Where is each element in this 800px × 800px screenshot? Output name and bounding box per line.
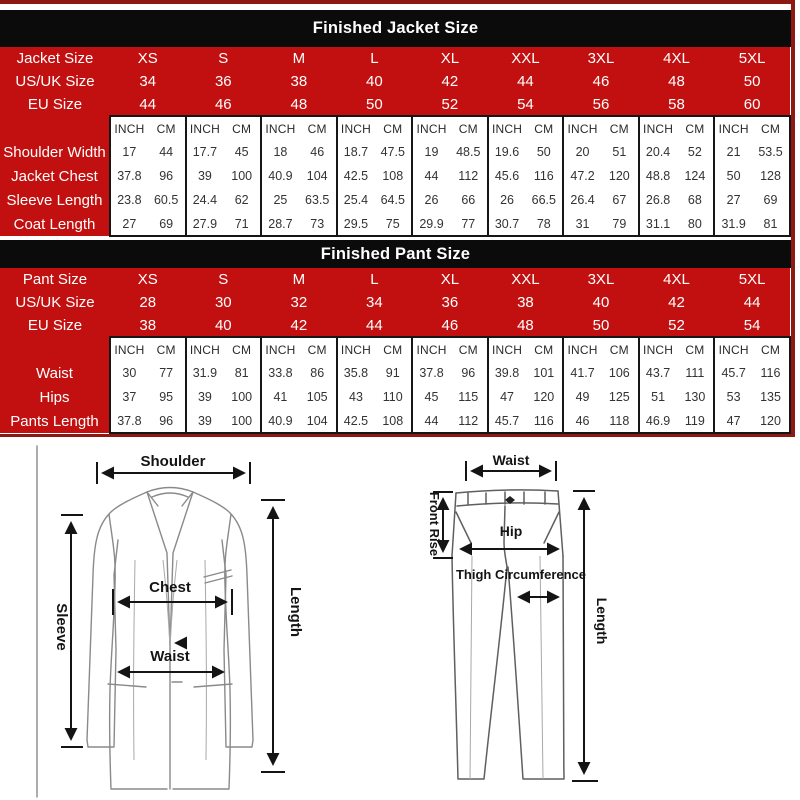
measure-cell: 46.9 <box>639 409 677 433</box>
measure-cell: 48.8 <box>639 164 677 188</box>
size-cell: 44 <box>110 93 186 116</box>
size-cell: 40 <box>186 314 262 337</box>
measure-cell: 43.7 <box>639 361 677 385</box>
size-cell: XL <box>412 268 488 291</box>
measure-cell: 18 <box>261 140 299 164</box>
jacket-sleeve-label: Sleeve <box>53 603 70 651</box>
pants-diagram <box>427 452 610 781</box>
measure-cell: 67 <box>601 188 639 212</box>
size-cell: 38 <box>261 70 337 93</box>
measure-cell: 23.8 <box>110 188 148 212</box>
pants-length-label: Length <box>594 597 610 645</box>
size-row-label: US/UK Size <box>0 70 110 93</box>
size-cell: 52 <box>639 314 715 337</box>
size-cell: 42 <box>412 70 488 93</box>
unit-cell: CM <box>148 116 186 140</box>
size-row <box>0 268 790 291</box>
unit-cell: CM <box>299 116 337 140</box>
measure-cell: 68 <box>676 188 714 212</box>
measure-cell: 17.7 <box>186 140 224 164</box>
size-cell: 50 <box>563 314 639 337</box>
diagrams-svg <box>0 436 800 800</box>
size-cell: 54 <box>488 93 564 116</box>
jacket-diagram <box>37 446 304 797</box>
unit-cell: INCH <box>714 337 752 361</box>
measure-cell: 51 <box>639 385 677 409</box>
measure-cell: 100 <box>223 385 261 409</box>
measure-cell: 60.5 <box>148 188 186 212</box>
unit-cell: CM <box>525 116 563 140</box>
measure-cell: 27 <box>110 212 148 236</box>
unit-cell: INCH <box>186 337 224 361</box>
measure-cell: 27.9 <box>186 212 224 236</box>
measure-cell: 96 <box>148 164 186 188</box>
unit-cell: CM <box>223 337 261 361</box>
jacket-waist-annotation <box>119 643 223 672</box>
measure-cell: 53 <box>714 385 752 409</box>
pants-hip-label: Hip <box>499 523 523 539</box>
size-cell: 30 <box>186 291 262 314</box>
unit-cell: CM <box>450 116 488 140</box>
measure-cell: 118 <box>601 409 639 433</box>
size-cell: 48 <box>488 314 564 337</box>
jacket-size-table <box>0 47 791 237</box>
measure-cell: 112 <box>450 409 488 433</box>
measure-cell: 111 <box>676 361 714 385</box>
size-cell: 3XL <box>563 268 639 291</box>
measure-cell: 79 <box>601 212 639 236</box>
size-cell: 48 <box>639 70 715 93</box>
pants-front-rise-annotation <box>427 492 453 558</box>
jacket-shoulder-label: Shoulder <box>140 453 206 470</box>
measure-cell: 31.9 <box>186 361 224 385</box>
measure-cell: 26 <box>488 188 526 212</box>
size-cell: M <box>261 47 337 70</box>
measure-cell: 53.5 <box>752 140 790 164</box>
measure-cell: 39 <box>186 409 224 433</box>
measure-cell: 116 <box>525 409 563 433</box>
unit-cell: INCH <box>639 116 677 140</box>
size-cell: 42 <box>639 291 715 314</box>
jacket-shoulder-annotation <box>97 453 250 484</box>
size-cell: 4XL <box>639 47 715 70</box>
size-cell: 52 <box>412 93 488 116</box>
measure-cell: 31.1 <box>639 212 677 236</box>
measure-cell: 119 <box>676 409 714 433</box>
unit-cell: INCH <box>563 116 601 140</box>
measure-cell: 28.7 <box>261 212 299 236</box>
pant-size-table <box>0 268 791 434</box>
measure-cell: 73 <box>299 212 337 236</box>
unit-cell: CM <box>374 116 412 140</box>
size-cell: M <box>261 268 337 291</box>
measure-cell: 45 <box>412 385 450 409</box>
unit-cell: CM <box>299 337 337 361</box>
measure-cell: 47 <box>488 385 526 409</box>
unit-cell: INCH <box>714 116 752 140</box>
measure-cell: 31 <box>563 212 601 236</box>
size-chart-tables <box>0 4 795 437</box>
size-cell: L <box>337 268 413 291</box>
measure-cell: 27 <box>714 188 752 212</box>
size-cell: 44 <box>488 70 564 93</box>
unit-cell: INCH <box>186 116 224 140</box>
size-row <box>0 93 790 116</box>
measure-cell: 47 <box>714 409 752 433</box>
measure-cell: 46 <box>299 140 337 164</box>
jacket-breast-pocket <box>204 570 232 583</box>
measure-cell: 25.4 <box>337 188 375 212</box>
unit-row-spacer <box>0 116 110 140</box>
pants-waist-annotation <box>466 452 556 481</box>
measure-row <box>0 385 790 409</box>
size-cell: 36 <box>412 291 488 314</box>
measure-cell: 37.8 <box>412 361 450 385</box>
pants-front-rise-label: Front Rise <box>427 491 442 557</box>
measure-cell: 17 <box>110 140 148 164</box>
measure-cell: 46 <box>563 409 601 433</box>
measure-row-label: Shoulder Width <box>0 140 110 164</box>
measure-cell: 81 <box>752 212 790 236</box>
measure-cell: 47.5 <box>374 140 412 164</box>
measure-cell: 105 <box>299 385 337 409</box>
measure-cell: 20.4 <box>639 140 677 164</box>
measure-cell: 71 <box>223 212 261 236</box>
measure-cell: 135 <box>752 385 790 409</box>
measure-cell: 44 <box>412 164 450 188</box>
measure-cell: 106 <box>601 361 639 385</box>
measure-cell: 42.5 <box>337 409 375 433</box>
measure-cell: 104 <box>299 409 337 433</box>
measure-row-label: Jacket Chest <box>0 164 110 188</box>
pants-hip-annotation <box>461 523 558 549</box>
measure-cell: 78 <box>525 212 563 236</box>
measure-cell: 26 <box>412 188 450 212</box>
size-row <box>0 291 790 314</box>
unit-header-row <box>0 337 790 361</box>
size-cell: 58 <box>639 93 715 116</box>
measure-row <box>0 164 790 188</box>
pant-size-title: Finished Pant Size <box>0 240 791 268</box>
unit-cell: CM <box>676 337 714 361</box>
size-cell: 34 <box>337 291 413 314</box>
measure-cell: 64.5 <box>374 188 412 212</box>
size-cell: 38 <box>488 291 564 314</box>
measure-cell: 116 <box>752 361 790 385</box>
measure-cell: 77 <box>450 212 488 236</box>
measure-row-label: Pants Length <box>0 409 110 433</box>
unit-cell: INCH <box>639 337 677 361</box>
jacket-left-pocket <box>108 684 146 687</box>
unit-cell: CM <box>223 116 261 140</box>
measure-cell: 101 <box>525 361 563 385</box>
jacket-right-pocket <box>194 684 232 687</box>
unit-cell: CM <box>601 337 639 361</box>
measure-cell: 80 <box>676 212 714 236</box>
unit-cell: CM <box>601 116 639 140</box>
unit-cell: CM <box>752 116 790 140</box>
size-row <box>0 70 790 93</box>
size-cell: 44 <box>714 291 790 314</box>
measure-cell: 39 <box>186 164 224 188</box>
measure-cell: 47.2 <box>563 164 601 188</box>
size-cell: 50 <box>337 93 413 116</box>
size-cell: 3XL <box>563 47 639 70</box>
measure-cell: 41.7 <box>563 361 601 385</box>
size-row-label: US/UK Size <box>0 291 110 314</box>
size-row <box>0 47 790 70</box>
measure-row-label: Sleeve Length <box>0 188 110 212</box>
unit-cell: CM <box>676 116 714 140</box>
unit-cell: INCH <box>337 337 375 361</box>
measure-cell: 40.9 <box>261 164 299 188</box>
measure-cell: 45.7 <box>488 409 526 433</box>
measure-row <box>0 140 790 164</box>
measure-cell: 120 <box>601 164 639 188</box>
measure-cell: 44 <box>412 409 450 433</box>
measure-cell: 45 <box>223 140 261 164</box>
size-cell: 28 <box>110 291 186 314</box>
measure-cell: 40.9 <box>261 409 299 433</box>
size-cell: XL <box>412 47 488 70</box>
size-cell: 60 <box>714 93 790 116</box>
size-cell: 44 <box>337 314 413 337</box>
measure-cell: 66.5 <box>525 188 563 212</box>
measure-cell: 124 <box>676 164 714 188</box>
unit-cell: CM <box>148 337 186 361</box>
measure-cell: 42.5 <box>337 164 375 188</box>
measure-cell: 100 <box>223 409 261 433</box>
measure-cell: 48.5 <box>450 140 488 164</box>
size-cell: XXL <box>488 268 564 291</box>
unit-cell: INCH <box>563 337 601 361</box>
measure-cell: 95 <box>148 385 186 409</box>
measure-cell: 29.5 <box>337 212 375 236</box>
size-cell: XS <box>110 47 186 70</box>
measure-cell: 39 <box>186 385 224 409</box>
measure-cell: 81 <box>223 361 261 385</box>
measure-cell: 116 <box>525 164 563 188</box>
measure-cell: 35.8 <box>337 361 375 385</box>
measure-cell: 108 <box>374 409 412 433</box>
measure-cell: 26.4 <box>563 188 601 212</box>
measure-cell: 49 <box>563 385 601 409</box>
unit-cell: INCH <box>110 337 148 361</box>
measure-row <box>0 212 790 236</box>
unit-header-row <box>0 116 790 140</box>
size-cell: S <box>186 268 262 291</box>
measure-cell: 26.8 <box>639 188 677 212</box>
measure-cell: 30 <box>110 361 148 385</box>
measure-cell: 112 <box>450 164 488 188</box>
measure-cell: 25 <box>261 188 299 212</box>
size-cell: 32 <box>261 291 337 314</box>
measure-cell: 37 <box>110 385 148 409</box>
size-cell: 5XL <box>714 47 790 70</box>
measure-cell: 91 <box>374 361 412 385</box>
measure-cell: 125 <box>601 385 639 409</box>
measure-cell: 44 <box>148 140 186 164</box>
measure-cell: 66 <box>450 188 488 212</box>
measure-cell: 100 <box>223 164 261 188</box>
unit-cell: CM <box>525 337 563 361</box>
size-cell: 42 <box>261 314 337 337</box>
measure-cell: 108 <box>374 164 412 188</box>
measure-cell: 43 <box>337 385 375 409</box>
size-cell: 56 <box>563 93 639 116</box>
size-cell: S <box>186 47 262 70</box>
unit-row-spacer <box>0 337 110 361</box>
size-cell: L <box>337 47 413 70</box>
measure-cell: 45.7 <box>714 361 752 385</box>
jacket-length-label: Length <box>287 587 304 637</box>
measure-cell: 37.8 <box>110 164 148 188</box>
unit-cell: INCH <box>110 116 148 140</box>
measure-cell: 77 <box>148 361 186 385</box>
size-row <box>0 314 790 337</box>
measure-cell: 19 <box>412 140 450 164</box>
measure-cell: 41 <box>261 385 299 409</box>
measure-cell: 52 <box>676 140 714 164</box>
size-cell: 46 <box>563 70 639 93</box>
pants-waist-label: Waist <box>492 452 530 468</box>
measure-cell: 20 <box>563 140 601 164</box>
size-cell: 48 <box>261 93 337 116</box>
size-cell: 4XL <box>639 268 715 291</box>
size-cell: 38 <box>110 314 186 337</box>
measure-cell: 21 <box>714 140 752 164</box>
measure-cell: 19.6 <box>488 140 526 164</box>
size-cell: 46 <box>412 314 488 337</box>
unit-cell: INCH <box>261 337 299 361</box>
jacket-waist-label: Waist <box>150 648 190 665</box>
measure-cell: 96 <box>450 361 488 385</box>
measure-cell: 31.9 <box>714 212 752 236</box>
measure-row <box>0 409 790 433</box>
measure-cell: 18.7 <box>337 140 375 164</box>
unit-cell: INCH <box>337 116 375 140</box>
measure-cell: 69 <box>752 188 790 212</box>
jacket-chest-label: Chest <box>149 579 191 596</box>
jacket-size-title: Finished Jacket Size <box>0 10 791 47</box>
size-cell: 46 <box>186 93 262 116</box>
measure-cell: 30.7 <box>488 212 526 236</box>
measure-row-label: Waist <box>0 361 110 385</box>
unit-cell: INCH <box>488 116 526 140</box>
size-cell: 34 <box>110 70 186 93</box>
measure-cell: 29.9 <box>412 212 450 236</box>
measurement-diagrams <box>0 436 800 800</box>
unit-cell: INCH <box>488 337 526 361</box>
measure-row <box>0 188 790 212</box>
size-cell: 50 <box>714 70 790 93</box>
measure-cell: 39.8 <box>488 361 526 385</box>
measure-cell: 110 <box>374 385 412 409</box>
unit-cell: CM <box>752 337 790 361</box>
jacket-length-annotation <box>261 500 304 772</box>
jacket-sleeve-annotation <box>53 515 83 747</box>
measure-cell: 130 <box>676 385 714 409</box>
size-cell: 36 <box>186 70 262 93</box>
size-cell: 40 <box>337 70 413 93</box>
size-row-label: EU Size <box>0 93 110 116</box>
pants-thigh-annotation <box>456 567 586 597</box>
size-cell: XS <box>110 268 186 291</box>
measure-cell: 50 <box>714 164 752 188</box>
measure-cell: 128 <box>752 164 790 188</box>
unit-cell: INCH <box>261 116 299 140</box>
measure-cell: 75 <box>374 212 412 236</box>
measure-cell: 104 <box>299 164 337 188</box>
measure-cell: 96 <box>148 409 186 433</box>
size-row-label: Jacket Size <box>0 47 110 70</box>
unit-cell: INCH <box>412 116 450 140</box>
measure-row-label: Coat Length <box>0 212 110 236</box>
measure-cell: 37.8 <box>110 409 148 433</box>
measure-cell: 115 <box>450 385 488 409</box>
size-cell: 40 <box>563 291 639 314</box>
unit-cell: INCH <box>412 337 450 361</box>
measure-cell: 69 <box>148 212 186 236</box>
size-cell: XXL <box>488 47 564 70</box>
measure-cell: 120 <box>525 385 563 409</box>
measure-row <box>0 361 790 385</box>
jacket-outline <box>87 488 253 790</box>
measure-cell: 33.8 <box>261 361 299 385</box>
size-row-label: EU Size <box>0 314 110 337</box>
measure-cell: 120 <box>752 409 790 433</box>
measure-row-label: Hips <box>0 385 110 409</box>
pants-thigh-label: Thigh Circumference <box>455 567 587 582</box>
measure-cell: 24.4 <box>186 188 224 212</box>
measure-cell: 63.5 <box>299 188 337 212</box>
size-cell: 54 <box>714 314 790 337</box>
size-cell: 5XL <box>714 268 790 291</box>
measure-cell: 50 <box>525 140 563 164</box>
pants-length-annotation <box>572 491 610 781</box>
measure-cell: 62 <box>223 188 261 212</box>
measure-cell: 51 <box>601 140 639 164</box>
size-row-label: Pant Size <box>0 268 110 291</box>
measure-cell: 86 <box>299 361 337 385</box>
unit-cell: CM <box>374 337 412 361</box>
unit-cell: CM <box>450 337 488 361</box>
measure-cell: 45.6 <box>488 164 526 188</box>
